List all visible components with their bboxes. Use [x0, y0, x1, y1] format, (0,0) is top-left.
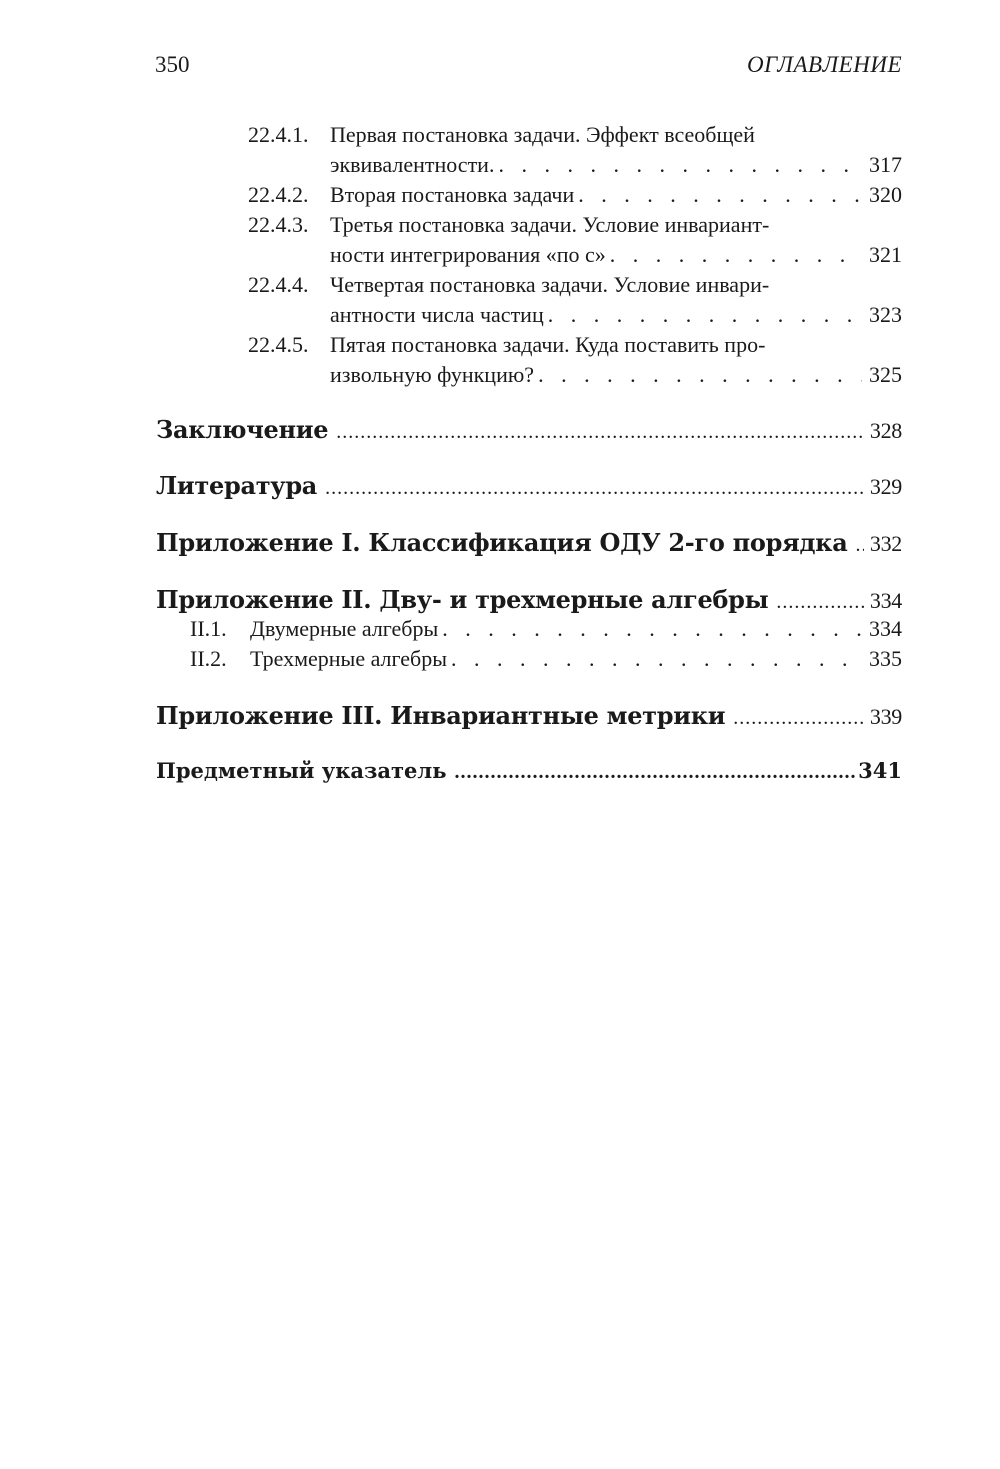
entry-page: 325: [869, 362, 902, 387]
dot-leader: [442, 614, 862, 644]
entry-page: 334: [869, 616, 902, 641]
toc-chapter-literature[interactable]: [156, 470, 902, 504]
entry-title: Вторая постановка задачи: [330, 182, 575, 207]
toc-chapter-appendix-3[interactable]: [156, 700, 902, 734]
toc-entry-II-2[interactable]: [190, 644, 902, 674]
chapter-title: Приложение III. Инвариантные метрики: [156, 701, 726, 730]
chapter-title: Литература: [156, 471, 318, 500]
chapter-page: 334: [869, 588, 902, 613]
chapter-title: Приложение I. Классификация ОДУ 2-го порядка: [156, 528, 848, 557]
dot-leader: [610, 240, 862, 270]
toc-entry-22-4-5[interactable]: [248, 330, 902, 390]
toc-entry-22-4-2[interactable]: [248, 180, 902, 210]
entry-title-line1: Третья постановка задачи. Условие инвариант-: [330, 212, 770, 237]
entry-number: 22.4.3.: [248, 212, 309, 237]
toc-subject-index[interactable]: [156, 756, 902, 787]
running-title: ОГЛАВЛЕНИЕ: [747, 52, 902, 77]
entry-title-line2: антности числа частиц: [330, 302, 544, 327]
chapter-title: Заключение: [156, 415, 329, 444]
entry-page: 321: [869, 242, 902, 267]
entry-number: 22.4.1.: [248, 122, 309, 147]
entry-page: 323: [869, 302, 902, 327]
entry-number: 22.4.2.: [248, 182, 309, 207]
entry-title-line2: эквивалентности.: [330, 152, 495, 177]
dot-leader: [733, 702, 864, 734]
chapter-page: 332: [869, 531, 902, 556]
entry-title: Двумерные алгебры: [250, 616, 439, 641]
index-page: 341: [858, 758, 902, 783]
chapter-page: 329: [869, 474, 902, 499]
entry-number: 22.4.5.: [248, 332, 309, 357]
page-number: 350: [155, 52, 190, 77]
toc-entry-II-1[interactable]: [190, 614, 902, 644]
entry-title-line1: Первая постановка задачи. Эффект всеобщей: [330, 122, 755, 147]
toc-chapter-appendix-1[interactable]: [156, 527, 902, 561]
chapter-title: Приложение II. Дву- и трехмерные алгебры: [156, 585, 769, 614]
entry-title-line2: ности интегрирования «по c»: [330, 242, 606, 267]
entry-title-line2: извольную функцию?: [330, 362, 535, 387]
index-title: Предметный указатель: [156, 758, 447, 783]
toc-chapter-appendix-2[interactable]: [156, 584, 902, 618]
entry-page: 320: [869, 182, 902, 207]
entry-title-line1: Пятая постановка задачи. Куда поставить про-: [330, 332, 766, 357]
entry-number: II.2.: [190, 646, 227, 671]
toc-entry-22-4-3[interactable]: [248, 210, 902, 270]
toc-entry-22-4-4[interactable]: [248, 270, 902, 330]
dot-leader: [336, 416, 864, 448]
entry-page: 335: [869, 646, 902, 671]
entry-page: 317: [869, 152, 902, 177]
entry-number: II.1.: [190, 616, 227, 641]
dot-leader: [325, 472, 864, 504]
toc-entry-22-4-1[interactable]: [248, 120, 902, 180]
entry-number: 22.4.4.: [248, 272, 309, 297]
dot-leader: [548, 300, 862, 330]
dot-leader: [578, 180, 862, 210]
dot-leader: [451, 644, 862, 674]
chapter-page: 339: [869, 704, 902, 729]
chapter-page: 328: [869, 418, 902, 443]
dot-leader: [855, 529, 864, 561]
entry-title-line1: Четвертая постановка задачи. Условие инвари-: [330, 272, 770, 297]
dot-leader: [498, 150, 862, 180]
entry-title: Трехмерные алгебры: [250, 646, 447, 671]
dot-leader: [538, 360, 862, 390]
dot-leader: [454, 757, 856, 787]
toc-chapter-conclusion[interactable]: [156, 414, 902, 448]
